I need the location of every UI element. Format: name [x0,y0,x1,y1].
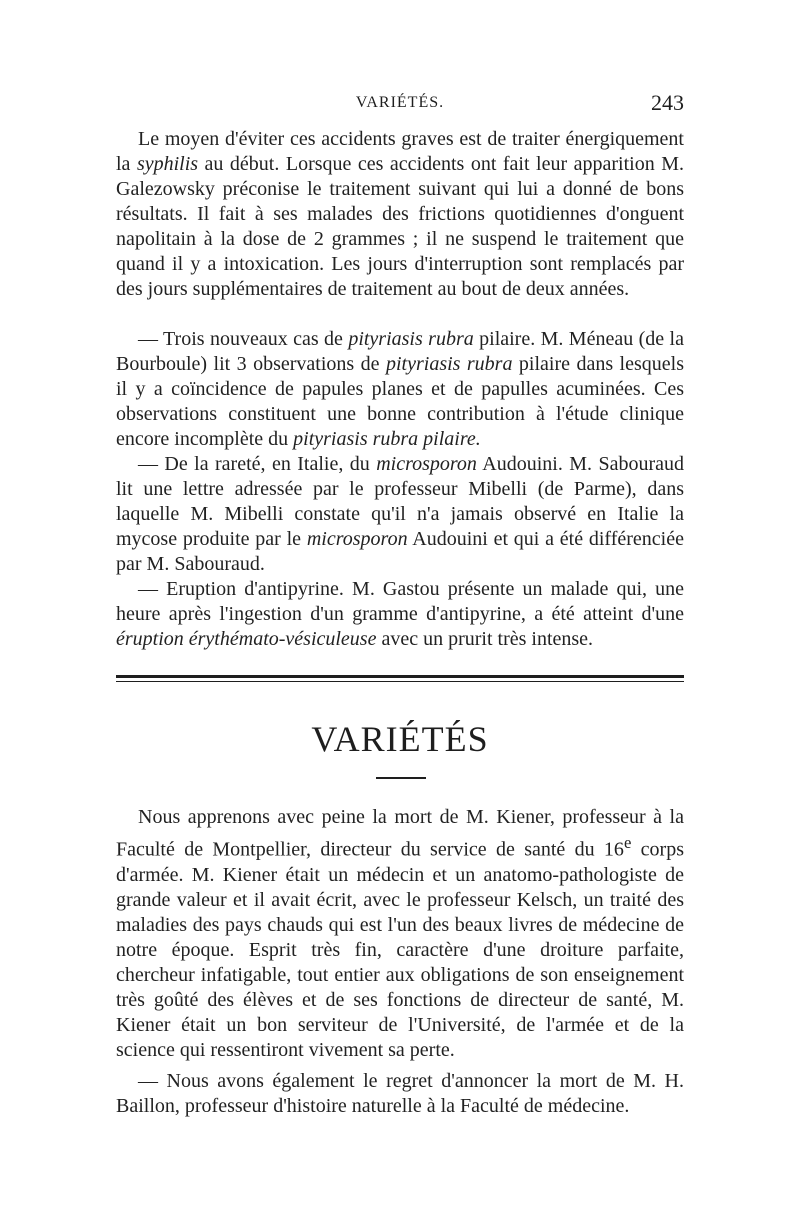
p4-text-1: — Eruption d'antipyrine. M. Gastou présente un malade qui, une heure après l'ingestion d'un gramme d'antipyrine, a été atteint d'une [116,578,684,625]
p4-italic-1: éruption érythémato-vésiculeuse [116,628,377,650]
p1-text-1: Le moyen d'éviter ces accidents graves est de traiter énergiquement la [116,128,684,175]
page-header [116,90,684,122]
p2-text-3: pilaire dans lesquels il y a coïncidence de papules planes et de papulles acuminées. Ces observations constituent une bonne contribution à l'étude clinique encore incomplète du [116,353,684,450]
news-paragraphs [116,327,684,652]
v2-text-1: — Nous avons également le regret d'annoncer la mort de M. H. Baillon, professeur d'histoire naturelle à la Faculté de médecine. [116,1069,684,1117]
varietes-paragraphs [116,805,684,1119]
paragraph-syphilis [116,127,684,302]
divider-thin-rule [116,681,684,682]
section-divider [116,675,684,682]
paragraph-microsporon [116,452,684,577]
v1-text-2: corps d'armée. M. Kiener était un médecin et un anatomo-pathologiste de grande valeur et il avait écrit, avec le professeur Kelsch, un traité des maladies des pays chauds qui est l'un des beaux livres de médecine de notre époque. Esprit très fin, caractère d'une droiture parfaite, chercheur infatigable, tout entier aux obligations de son enseignement très goûté des élèves et de ses fonctions de directeur de santé, M. Kiener était un bon serviteur de l'Université, de l'armée et de la science qui ressentiront vivement sa perte. [116,838,684,1061]
p4-text-2: avec un prurit très intense. [376,628,594,650]
v1-superscript: e [623,833,632,852]
p2-text-2: pilaire. M. Méneau (de la Bourboule) lit 3 observations de [116,328,684,375]
p1-italic-1: syphilis [136,153,199,175]
divider-thick-rule [116,675,684,678]
p3-text-2: Audouini. M. Sabouraud lit une lettre adressée par le professeur Mibelli (de Parme), dans laquelle M. Mibelli constate qu'il n'a jamais observé en Italie la mycose produite par le [116,453,684,550]
p3-text-1: — De la rareté, en Italie, du [138,453,377,475]
paragraph-kiener [116,805,684,1063]
paragraph-baillon [116,1069,684,1119]
title-underline [376,777,426,779]
p2-text-1: — Trois nouveaux cas de [138,328,349,350]
top-paragraphs [116,127,684,302]
running-title: VARIÉTÉS. [355,94,445,111]
p3-text-3: Audouini et qui a été différenciée par M. Sabouraud. [116,528,684,575]
paragraph-antipyrine [116,577,684,652]
page-number: 243 [651,90,684,115]
p2-italic-2: pityriasis rubra [385,353,513,375]
p2-italic-3: pityriasis rubra pilaire. [293,428,481,450]
p3-italic-1: microsporon [376,453,477,475]
v1-text-1: Nous apprenons avec peine la mort de M. Kiener, professeur à la Faculté de Montpellier, directeur du service de santé du 16 [116,806,684,861]
p2-italic-1: pityriasis rubra [348,328,474,350]
p3-italic-2: microsporon [306,528,408,550]
section-title: VARIÉTÉS [311,719,489,759]
p1-text-2: au début. Lorsque ces accidents ont fait leur apparition M. Galezowsky préconise le traitement suivant qui lui a donné de bons résultats. Il fait à ses malades des frictions quotidiennes d'onguent napolitain à la dose de 2 grammes ; il ne suspend le traitement que quand il y a intoxication. Les jours d'interruption sont remplacés par des jours supplémentaires de traitement au bout de deux années. [116,153,684,300]
paragraph-pityriasis [116,327,684,452]
